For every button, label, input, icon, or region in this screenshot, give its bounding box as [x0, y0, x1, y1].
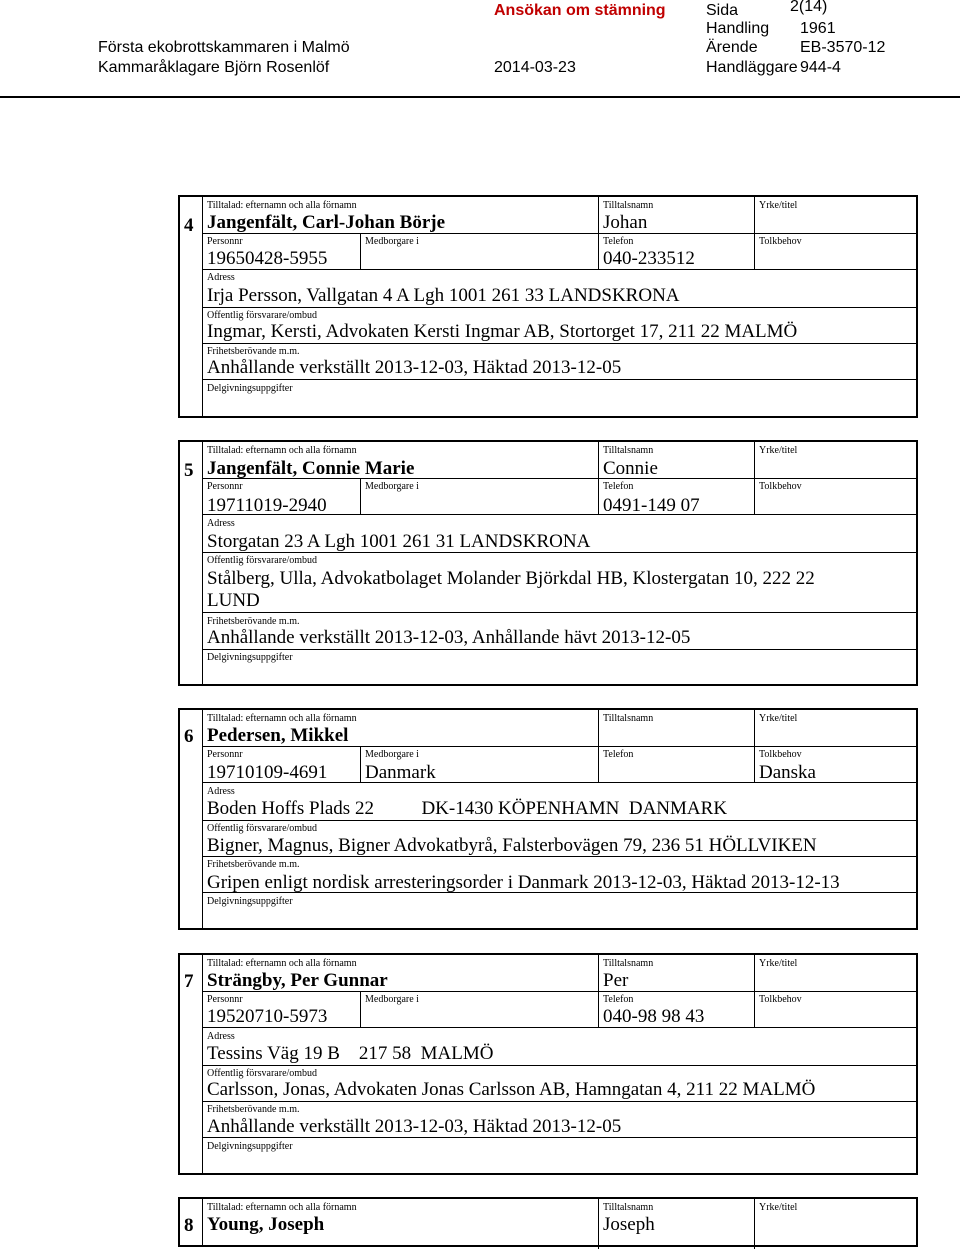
phone-label: Telefon	[603, 749, 634, 760]
defendant-name: Pedersen, Mikkel	[207, 725, 349, 746]
defendant-name: Strängby, Per Gunnar	[207, 970, 388, 991]
defendant-address: Irja Persson, Vallgatan 4 A Lgh 1001 261 33 LANDSKRONA	[207, 285, 680, 306]
number-column	[180, 955, 203, 1173]
occupation-label: Yrke/titel	[759, 445, 798, 456]
defendant-address: Boden Hoffs Plads 22 DK-1430 KÖPENHAMN DANMARK	[207, 798, 728, 819]
document-label: Handling	[706, 20, 770, 37]
defendant-name: Young, Joseph	[207, 1214, 325, 1235]
defendant-interpreter: Danska	[759, 762, 816, 783]
callname-label: Tilltalsnamn	[603, 958, 654, 969]
defendant-block	[178, 708, 918, 930]
interpreter-label: Tolkbehov	[759, 481, 802, 492]
occupation-label: Yrke/titel	[759, 1202, 798, 1213]
document-title: Ansökan om stämning	[494, 2, 666, 19]
defendant-number: 6	[184, 726, 194, 747]
name-label: Tilltalad: efternamn och alla förnamn	[207, 1202, 357, 1213]
delivery-label: Delgivningsuppgifter	[207, 896, 293, 907]
citizen-label: Medborgare i	[365, 236, 419, 247]
defendant-name: Jangenfält, Carl-Johan Börje	[207, 212, 446, 233]
defendant-phone: 0491-149 07	[603, 495, 700, 516]
name-label: Tilltalad: efternamn och alla förnamn	[207, 445, 357, 456]
number-column	[180, 197, 203, 416]
phone-label: Telefon	[603, 236, 634, 247]
counsel-label: Offentlig försvarare/ombud	[207, 823, 318, 834]
prosecutor-name: Kammaråklagare Björn Rosenlöf	[98, 59, 330, 76]
defendant-detention: Anhållande verkställt 2013-12-03, Anhållande hävt 2013-12-05	[207, 627, 691, 648]
name-label: Tilltalad: efternamn och alla förnamn	[207, 713, 357, 724]
personnr-label: Personnr	[207, 994, 243, 1005]
defendant-block	[178, 440, 918, 686]
address-label: Adress	[207, 518, 235, 529]
defendant-callname: Per	[603, 970, 629, 991]
callname-label: Tilltalsnamn	[603, 1202, 654, 1213]
organization-name: Första ekobrottskammaren i Malmö	[98, 39, 350, 56]
defendant-citizenship: Danmark	[365, 762, 436, 783]
defendant-counsel: Bigner, Magnus, Bigner Advokatbyrå, Falsterbovägen 79, 236 51 HÖLLVIKEN	[207, 835, 817, 856]
interpreter-label: Tolkbehov	[759, 994, 802, 1005]
number-column	[180, 442, 203, 684]
defendant-number: 4	[184, 215, 194, 236]
personnr-label: Personnr	[207, 236, 243, 247]
phone-label: Telefon	[603, 994, 634, 1005]
detention-label: Frihetsberövande m.m.	[207, 346, 300, 357]
personnr-label: Personnr	[207, 749, 243, 760]
defendant-personnr: 19650428-5955	[207, 248, 328, 269]
defendant-counsel: Ingmar, Kersti, Advokaten Kersti Ingmar AB, Stortorget 17, 211 22 MALMÖ	[207, 321, 798, 342]
interpreter-label: Tolkbehov	[759, 749, 802, 760]
detention-label: Frihetsberövande m.m.	[207, 1104, 300, 1115]
name-label: Tilltalad: efternamn och alla förnamn	[207, 200, 357, 211]
name-label: Tilltalad: efternamn och alla förnamn	[207, 958, 357, 969]
number-column	[180, 710, 203, 928]
detention-label: Frihetsberövande m.m.	[207, 859, 300, 870]
document-number: 1961	[800, 20, 836, 37]
defendant-personnr: 19711019-2940	[207, 495, 327, 516]
defendant-callname: Connie	[603, 458, 658, 479]
case-label: Ärende	[706, 39, 758, 56]
callname-label: Tilltalsnamn	[603, 445, 654, 456]
officer-label: Handläggare	[706, 59, 798, 76]
number-column	[180, 1199, 203, 1245]
officer-number: 944-4	[800, 59, 841, 76]
defendant-detention: Anhållande verkställt 2013-12-03, Häktad 2013-12-05	[207, 357, 622, 378]
callname-label: Tilltalsnamn	[603, 200, 654, 211]
address-label: Adress	[207, 272, 235, 283]
defendant-address: Storgatan 23 A Lgh 1001 261 31 LANDSKRONA	[207, 531, 591, 552]
citizen-label: Medborgare i	[365, 481, 419, 492]
callname-label: Tilltalsnamn	[603, 713, 654, 724]
address-label: Adress	[207, 1031, 235, 1042]
defendant-personnr: 19520710-5973	[207, 1006, 328, 1027]
defendant-callname: Joseph	[603, 1214, 655, 1235]
defendant-block	[178, 195, 918, 418]
defendant-phone: 040-233512	[603, 248, 695, 269]
counsel-label: Offentlig försvarare/ombud	[207, 1068, 318, 1079]
occupation-label: Yrke/titel	[759, 200, 798, 211]
defendant-name: Jangenfält, Connie Marie	[207, 458, 415, 479]
page-label: Sida	[706, 2, 739, 19]
delivery-label: Delgivningsuppgifter	[207, 1141, 293, 1152]
counsel-label: Offentlig försvarare/ombud	[207, 555, 318, 566]
citizen-label: Medborgare i	[365, 749, 419, 760]
defendant-callname: Johan	[603, 212, 648, 233]
defendant-detention: Anhållande verkställt 2013-12-03, Häktad 2013-12-05	[207, 1116, 622, 1137]
defendant-personnr: 19710109-4691	[207, 762, 328, 783]
counsel-label: Offentlig försvarare/ombud	[207, 310, 318, 321]
defendant-counsel: Stålberg, Ulla, Advokatbolaget Molander Björkdal HB, Klostergatan 10, 222 22 LUND	[207, 568, 815, 611]
phone-label: Telefon	[603, 481, 634, 492]
defendant-number: 5	[184, 460, 194, 481]
page-number: 2(14)	[790, 0, 828, 15]
document-date: 2014-03-23	[494, 59, 576, 76]
case-number: EB-3570-12	[800, 39, 886, 56]
delivery-label: Delgivningsuppgifter	[207, 383, 293, 394]
detention-label: Frihetsberövande m.m.	[207, 616, 300, 627]
defendant-number: 7	[184, 971, 194, 992]
citizen-label: Medborgare i	[365, 994, 419, 1005]
defendant-block	[178, 1197, 918, 1247]
interpreter-label: Tolkbehov	[759, 236, 802, 247]
defendant-address: Tessins Väg 19 B 217 58 MALMÖ	[207, 1043, 494, 1064]
defendant-counsel: Carlsson, Jonas, Advokaten Jonas Carlsson AB, Hamngatan 4, 211 22 MALMÖ	[207, 1079, 816, 1100]
occupation-label: Yrke/titel	[759, 713, 798, 724]
occupation-label: Yrke/titel	[759, 958, 798, 969]
defendant-detention: Gripen enligt nordisk arresteringsorder i Danmark 2013-12-03, Häktad 2013-12-13	[207, 872, 840, 893]
defendant-phone: 040-98 98 43	[603, 1006, 705, 1027]
header-divider	[0, 96, 960, 98]
defendant-block	[178, 953, 918, 1175]
delivery-label: Delgivningsuppgifter	[207, 652, 293, 663]
address-label: Adress	[207, 786, 235, 797]
personnr-label: Personnr	[207, 481, 243, 492]
defendant-number: 8	[184, 1215, 194, 1236]
